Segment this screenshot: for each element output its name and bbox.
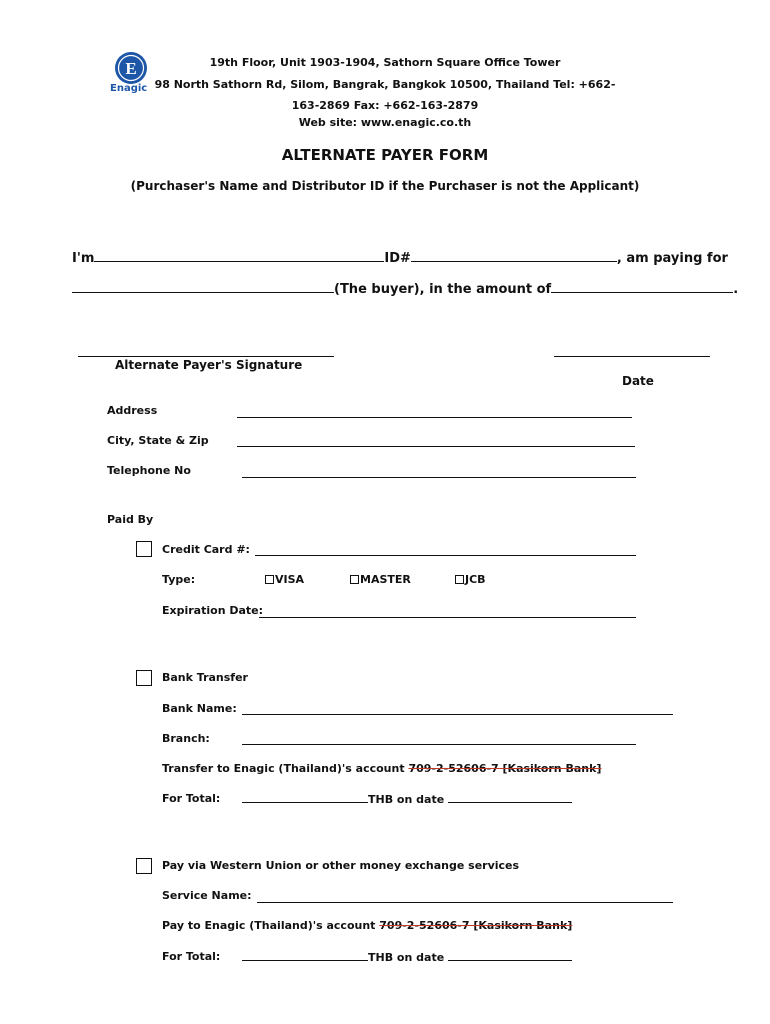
bank-transfer-label: Bank Transfer [162, 671, 248, 684]
credit-card-label: Credit Card #: [162, 543, 250, 556]
buyer-label: (The buyer), in the amount of [334, 282, 552, 297]
western-union-checkbox[interactable] [136, 858, 152, 874]
form-subtitle: (Purchaser's Name and Distributor ID if the Purchaser is not the Applicant) [130, 179, 640, 193]
statement-line-1 [72, 251, 728, 266]
bank-thb-on-date-label: THB on date [368, 793, 445, 806]
signature-label: Alternate Payer's Signature [115, 358, 303, 372]
credit-card-checkbox[interactable] [136, 541, 152, 557]
transfer-account-line [162, 762, 601, 775]
wu-date-field[interactable] [448, 950, 572, 961]
logo-text: Enagic [110, 83, 148, 94]
address-line-3: 163-2869 Fax: +662-163-2879 [291, 99, 479, 112]
wu-total-line [242, 950, 572, 964]
transfer-account-number: 709-2-52606-7 [Kasikorn Bank] [408, 762, 602, 775]
expiration-date-field[interactable] [259, 617, 636, 618]
jcb-label: JCB [465, 573, 486, 586]
master-checkbox[interactable] [350, 575, 359, 584]
form-title: ALTERNATE PAYER FORM [281, 146, 489, 164]
pay-account-number: 709-2-52606-7 [Kasikorn Bank] [379, 919, 573, 932]
city-state-zip-label: City, State & Zip [107, 434, 209, 447]
payer-id-field[interactable] [411, 251, 617, 262]
master-label: MASTER [360, 573, 411, 586]
visa-checkbox[interactable] [265, 575, 274, 584]
bank-for-total-label: For Total: [162, 792, 221, 805]
svg-text:E: E [125, 59, 137, 78]
service-name-label: Service Name: [162, 889, 252, 902]
buyer-name-field[interactable] [72, 282, 334, 293]
address-field[interactable] [237, 417, 632, 418]
telephone-label: Telephone No [107, 464, 191, 477]
card-type-label: Type: [162, 573, 196, 586]
service-name-field[interactable] [257, 902, 673, 903]
address-line-1: 19th Floor, Unit 1903-1904, Sathorn Square Office Tower [209, 56, 561, 69]
wu-thb-on-date-label: THB on date [368, 951, 445, 964]
city-state-zip-field[interactable] [237, 446, 635, 447]
signature-line[interactable] [78, 356, 334, 357]
branch-field[interactable] [242, 744, 636, 745]
master-option[interactable] [350, 573, 411, 586]
bank-name-label: Bank Name: [162, 702, 237, 715]
expiration-date-label: Expiration Date: [162, 604, 264, 617]
website: Web site: www.enagic.co.th [298, 116, 472, 129]
id-label: ID# [384, 251, 411, 266]
payer-name-field[interactable] [94, 251, 384, 262]
bank-name-field[interactable] [242, 714, 673, 715]
bank-date-field[interactable] [448, 792, 572, 803]
amount-field[interactable] [551, 282, 733, 293]
date-label: Date [622, 374, 654, 388]
jcb-option[interactable] [455, 573, 486, 586]
visa-option[interactable] [265, 573, 304, 586]
statement-line-2 [72, 282, 738, 297]
address-line-2: 98 North Sathorn Rd, Silom, Bangrak, Bangkok 10500, Thailand Tel: +662- [154, 78, 616, 91]
western-union-label: Pay via Western Union or other money exchange services [162, 859, 520, 872]
address-label: Address [107, 404, 158, 417]
wu-total-field[interactable] [242, 950, 368, 961]
transfer-text: Transfer to Enagic (Thailand)'s account [162, 762, 405, 775]
visa-label: VISA [275, 573, 305, 586]
date-line[interactable] [554, 356, 710, 357]
period: . [733, 282, 739, 297]
credit-card-number-field[interactable] [255, 555, 636, 556]
paying-for-label: , am paying for [616, 251, 728, 266]
telephone-field[interactable] [242, 477, 636, 478]
bank-total-field[interactable] [242, 792, 368, 803]
pay-account-line [162, 919, 572, 932]
bank-transfer-checkbox[interactable] [136, 670, 152, 686]
branch-label: Branch: [162, 732, 210, 745]
im-label: I'm [72, 251, 95, 266]
wu-for-total-label: For Total: [162, 950, 221, 963]
paid-by-label: Paid By [107, 513, 154, 526]
pay-text: Pay to Enagic (Thailand)'s account [162, 919, 376, 932]
bank-total-line [242, 792, 572, 806]
jcb-checkbox[interactable] [455, 575, 464, 584]
